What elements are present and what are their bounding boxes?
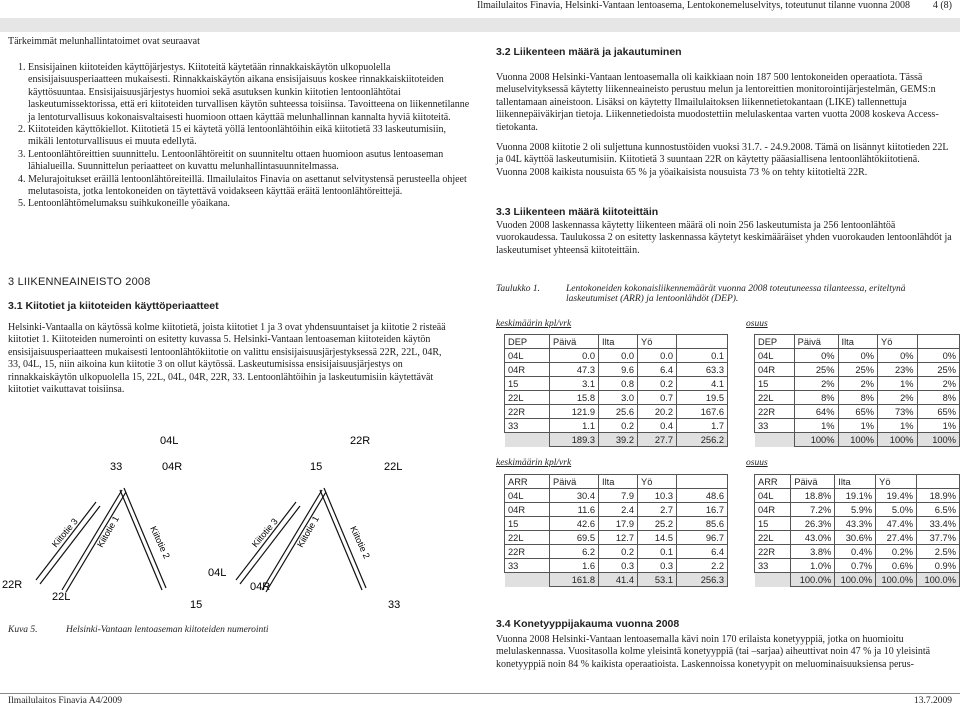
table-row — [755, 489, 960, 503]
table-cell: 63.3 — [677, 363, 728, 377]
table-cell: 1% — [794, 419, 838, 433]
table-cell: 256.3 — [677, 573, 728, 587]
list-item: 3. Lentoonlähtöreittien suunnittelu. Lentoonlähtöreitit on suunniteltu ottaen huomioon asutus lentoaseman lähialueilla. Suunnittelun periaatteet on kuvattu melunhallintasuunnitelmassa. — [28, 149, 470, 174]
table-cell: ARR — [505, 475, 550, 489]
table-cell: 04L — [755, 489, 791, 503]
runway-name-label: Kiitotie 2 — [348, 524, 372, 561]
table-cell: 53.1 — [638, 573, 677, 587]
runway-end-label: 22R — [350, 435, 371, 447]
table-row — [755, 335, 960, 349]
footer-left: Ilmailulaitos Finavia A4/2009 — [8, 696, 122, 706]
table-cell: 33 — [505, 419, 550, 433]
table-cell: 47.3 — [550, 363, 599, 377]
table-row — [755, 531, 960, 545]
runway-end-label: 04R — [250, 581, 271, 593]
table-cell: 22R — [755, 405, 795, 419]
table-row — [755, 433, 960, 447]
table-cell: 23% — [878, 363, 918, 377]
table-cell: 9.6 — [599, 363, 638, 377]
table-row — [755, 559, 960, 573]
table-cell: 1% — [838, 419, 878, 433]
table-cell: 22L — [755, 391, 795, 405]
table-cell: 161.8 — [550, 573, 599, 587]
table-row — [505, 433, 728, 447]
table-cell: 17.9 — [599, 517, 638, 531]
table-cell: 25% — [838, 363, 878, 377]
section-3-heading: 3 LIIKENNEAINEISTO 2008 — [8, 276, 151, 288]
table-cell: 100.0% — [791, 573, 835, 587]
table-cell: 41.4 — [599, 573, 638, 587]
list-item: 1. Ensisijainen kiitoteiden käyttöjärjestys. Kiitoteitä käytetään rinnakkaiskäytön ulkopuolella ensisijaisuusperiaatteen mukaisesti. Rinnakkaiskäytön aikana ensisijaisuus koskee rinnakkaiskiitoteiden käyttösuuntaa. Ensisijaisuusjärjestys huomioi sekä asutuksen kunkin kiitotien lentoonlähtötai laskeutumissektorissa, että eri kiitoteiden turvallisen käytön suhteessa toisiinsa. Tavoitteena on liikennetilanne ja lentoturvallisuus kokonaisvaltaisesti huomioon ottaen käyttää melunhallinnan kannalta hyviä kiitoteitä. — [28, 62, 470, 124]
table-row — [505, 363, 728, 377]
table-cell: 0% — [917, 349, 959, 363]
table-cell: 15 — [755, 517, 791, 531]
dep-percent-table — [754, 334, 960, 447]
table-cell: 22R — [505, 545, 550, 559]
table-row — [755, 517, 960, 531]
table-cell — [755, 433, 795, 447]
table-cell: 2% — [794, 377, 838, 391]
table-cell: 0.9% — [917, 559, 960, 573]
table-cell: 0.8 — [599, 377, 638, 391]
table-cell: 22R — [505, 405, 550, 419]
table-cell: Ilta — [599, 335, 638, 349]
table-cell: 0% — [838, 349, 878, 363]
table-cell: 04R — [755, 363, 795, 377]
table-cell: 18.9% — [917, 489, 960, 503]
header-band — [0, 18, 960, 32]
table-cell: 22R — [755, 545, 791, 559]
figure-caption-label: Kuva 5. — [8, 625, 38, 635]
table-row — [505, 503, 728, 517]
table-cell: 2.7 — [638, 503, 677, 517]
table-cell: 04L — [505, 489, 550, 503]
table-cell: 2% — [878, 391, 918, 405]
runway-line — [236, 502, 296, 580]
table-row — [755, 405, 960, 419]
table-cell: Yö — [878, 335, 918, 349]
table-row — [505, 349, 728, 363]
section-3-3-heading: 3.3 Liikenteen määrä kiitoteittäin — [496, 206, 659, 218]
table-row — [755, 349, 960, 363]
runway-end-label: 15 — [190, 599, 203, 611]
table-cell: 1% — [878, 377, 918, 391]
table-cell: 100% — [917, 433, 959, 447]
table-cell: 96.7 — [677, 531, 728, 545]
table-cell — [917, 335, 959, 349]
table-cell: 15 — [505, 377, 550, 391]
table-row — [505, 391, 728, 405]
table-cell: 0.7% — [835, 559, 876, 573]
table-cell: 1.0% — [791, 559, 835, 573]
table-row — [755, 503, 960, 517]
list-item: 4. Melurajoitukset eräillä lentoonlähtöreiteillä. Ilmailulaitos Finavia on asettanut selvitystensä perusteella ohjeet melutasoista, jotka lentokoneiden on täytettävä voidakseen käyttää eräitä lentoonlähtöreittejä. — [28, 174, 470, 199]
runway-end-label: 33 — [110, 461, 123, 473]
table-cell: 10.3 — [638, 489, 677, 503]
table-cell: 1.1 — [550, 419, 599, 433]
runway-name-label: Kiitotie 1 — [95, 514, 121, 549]
table-cell: 8% — [838, 391, 878, 405]
table-cell: 100.0% — [876, 573, 917, 587]
runway-diagram — [0, 430, 470, 625]
table-cell: Ilta — [835, 475, 876, 489]
table-label: keskimäärin kpl/vrk — [496, 458, 572, 468]
table-cell: 0.2 — [638, 377, 677, 391]
table-cell: 6.2 — [550, 545, 599, 559]
runway-end-label: 22R — [2, 579, 23, 591]
table-label: osuus — [746, 458, 768, 468]
table-row — [505, 489, 728, 503]
table-cell: 30.4 — [550, 489, 599, 503]
table-cell — [677, 475, 728, 489]
table-cell: Päivä — [550, 475, 599, 489]
table-cell: 0.0 — [550, 349, 599, 363]
table-cell: 39.2 — [599, 433, 638, 447]
table-caption-text: Lentokoneiden kokonaisliikennemäärät vuonna 2008 toteutuneessa tilanteessa, eriteltynä laskeutumiset (ARR) ja lentoonlähdöt (DEP). — [566, 284, 906, 304]
table-row — [505, 405, 728, 419]
table-cell: 0.2 — [599, 419, 638, 433]
table-cell: 100% — [794, 433, 838, 447]
table-cell: 04R — [505, 503, 550, 517]
table-cell: 33.4% — [917, 517, 960, 531]
table-cell: Ilta — [599, 475, 638, 489]
table-cell: 27.7 — [638, 433, 677, 447]
table-cell: 0.0 — [638, 349, 677, 363]
table-row — [755, 573, 960, 587]
table-cell: 18.8% — [791, 489, 835, 503]
table-row — [505, 475, 728, 489]
table-cell: 0.4% — [835, 545, 876, 559]
footer-rule — [0, 693, 960, 694]
table-row — [505, 335, 728, 349]
table-cell: 5.0% — [876, 503, 917, 517]
table-cell: 100.0% — [917, 573, 960, 587]
section-3-2-heading: 3.2 Liikenteen määrä ja jakautuminen — [496, 46, 682, 58]
runway-end-label: 04L — [160, 435, 179, 447]
table-cell: Päivä — [791, 475, 835, 489]
table-cell: 189.3 — [550, 433, 599, 447]
table-cell: 0.1 — [677, 349, 728, 363]
table-cell: 1.6 — [550, 559, 599, 573]
table-row — [505, 545, 728, 559]
table-cell: 04L — [755, 349, 795, 363]
table-cell: DEP — [755, 335, 795, 349]
runway-end-label: 22L — [52, 591, 71, 603]
runway-name-label: Kiitotie 1 — [295, 514, 321, 549]
table-cell: 7.9 — [599, 489, 638, 503]
table-cell: 167.6 — [677, 405, 728, 419]
table-cell: 15 — [505, 517, 550, 531]
table-cell: 100% — [838, 433, 878, 447]
table-cell: 2.4 — [599, 503, 638, 517]
table-cell — [505, 433, 550, 447]
table-cell: 5.9% — [835, 503, 876, 517]
table-cell: 0.7 — [638, 391, 677, 405]
table-cell: 1.7 — [677, 419, 728, 433]
table-cell: 04L — [505, 349, 550, 363]
table-row — [755, 419, 960, 433]
table-cell: 64% — [794, 405, 838, 419]
table-cell: 30.6% — [835, 531, 876, 545]
table-cell: 0.2% — [876, 545, 917, 559]
table-cell: Ilta — [838, 335, 878, 349]
table-row — [755, 545, 960, 559]
table-cell: Yö — [638, 335, 677, 349]
table-cell: 100% — [878, 433, 918, 447]
table-cell: 3.8% — [791, 545, 835, 559]
table-cell: 43.0% — [791, 531, 835, 545]
table-cell: 8% — [794, 391, 838, 405]
table-cell: 100.0% — [835, 573, 876, 587]
table-cell: 65% — [917, 405, 959, 419]
runway-end-label: 04L — [208, 567, 227, 579]
table-cell: 0.2 — [599, 545, 638, 559]
page-header-title: Ilmailulaitos Finavia, Helsinki-Vantaan lentoasema, Lentokonemeluselvitys, toteutunut tilanne vuonna 2008 — [477, 0, 910, 11]
table-cell: 47.4% — [876, 517, 917, 531]
runway-name-label: Kiitotie 3 — [49, 516, 80, 550]
section-3-3-text: Vuoden 2008 laskennassa käytetty liikenteen määrä oli noin 256 laskeutumista ja 256 lentoonlähtöä vuorokaudessa. Taulukossa 2 on esitetty laskennassa käytetyt keskimääräiset yhden vuorokauden lentoonlähdöt ja laskeutumiset yhteensä kiitoteittäin. — [496, 220, 952, 256]
runway-line — [262, 490, 322, 590]
table-cell: 15.8 — [550, 391, 599, 405]
table-row — [505, 377, 728, 391]
table-row — [505, 531, 728, 545]
table-caption-label: Taulukko 1. — [496, 284, 540, 294]
runway-end-label: 33 — [388, 599, 401, 611]
table-cell: 0.6% — [876, 559, 917, 573]
dep-count-table — [504, 334, 728, 447]
table-cell: DEP — [505, 335, 550, 349]
runway-end-label: 15 — [310, 461, 323, 473]
table-cell: 26.3% — [791, 517, 835, 531]
table-row — [755, 363, 960, 377]
table-cell: 3.0 — [599, 391, 638, 405]
table-row — [755, 475, 960, 489]
table-cell: 121.9 — [550, 405, 599, 419]
table-cell: 2% — [838, 377, 878, 391]
section-3-2-para-1: Vuonna 2008 Helsinki-Vantaan lentoasemalla oli kaikkiaan noin 187 500 lentokoneiden operaatiota. Tässä meluselvityksessä käytetty liikenneaineisto perustuu melun ja lentoreittien monitorointijärjestelmän, GEMS:n tallentamaan aineistoon. Lisäksi on käytetty Ilmailulaitoksen liikennetietokantaan (LIKE) tallennettuja liikennepäiväkirjan tietoja. Liikennetiedoista muodostettiin melulaskentaa varten vuotta 2008 koskeva Access-tietokanta. — [496, 72, 939, 133]
table-cell: 22L — [505, 531, 550, 545]
table-cell: 25.2 — [638, 517, 677, 531]
table-cell: ARR — [755, 475, 791, 489]
table-cell: 16.7 — [677, 503, 728, 517]
table-cell: 48.6 — [677, 489, 728, 503]
table-label: keskimäärin kpl/vrk — [496, 319, 572, 329]
table-cell: 14.5 — [638, 531, 677, 545]
table-cell: 43.3% — [835, 517, 876, 531]
table-cell: 256.2 — [677, 433, 728, 447]
table-cell: 1% — [878, 419, 918, 433]
table-cell: 42.6 — [550, 517, 599, 531]
section-3-4-heading: 3.4 Konetyyppijakauma vuonna 2008 — [496, 618, 680, 630]
table-cell: 1% — [917, 419, 959, 433]
list-item: 2. Kiitoteiden käyttökiellot. Kiitotietä 15 ei käytetä yöllä lentoonlähtöihin eikä kiitotietä 33 laskeutumisiin, mikäli lentoturvallisuus ei muuta edellytä. — [28, 124, 470, 149]
table-label: osuus — [746, 319, 768, 329]
runway-line — [62, 490, 122, 590]
table-cell: 27.4% — [876, 531, 917, 545]
table-cell: 22L — [505, 391, 550, 405]
measures-list — [14, 62, 470, 211]
table-cell: 0% — [794, 349, 838, 363]
arr-count-table — [504, 474, 728, 587]
section-3-4-text: Vuonna 2008 Helsinki-Vantaan lentoasemalla kävi noin 170 erilaista konetyyppiä, jotka on huomioitu melulaskennassa. Vuositasolla kolme yleisintä konetyyppiä (tai –sarjaa) aiheuttivat noin 47 % ja 10 yleisintä konetyyppiä noin 84 % kaikista operaatioista. Laskennoissa konetyypit on meluominaisuuksiensa perus- — [496, 634, 931, 670]
section-3-1-text: Helsinki-Vantaalla on käytössä kolme kiitotietä, joista kiitotiet 1 ja 3 ovat yhdensuuntaiset ja kiitotie 2 risteää kiitotiet 1. Kiitoteiden numerointi on esitetty kuvassa 5. Helsinki-Vantaan lentoaseman kiitoteiden käytön ensisijaisuusperiaatteen mukaisesti lentoonlähtökiitotie on valittu ensisijaisuusjärjestyksessä 22R, 22L, 04R, 33, 04L, 15, niin aikoina kun kiitotie 3 on ollut käytössä. Laskeutumisissa ensisijaisuusjärjestys on rinnakkaiskäytön ulkopuolella 15, 22L, 04L, 04R, 22R, 33. Lentoonlähtöihin ja laskeutumisiin käytettävät kiitotiet vaikuttavat toisiinsa. — [8, 322, 446, 396]
table-row — [505, 573, 728, 587]
table-cell — [677, 335, 728, 349]
runway-end-label: 22L — [384, 461, 403, 473]
table-cell: 33 — [755, 419, 795, 433]
table-cell: 04R — [755, 503, 791, 517]
table-cell: 04R — [505, 363, 550, 377]
table-cell: 25.6 — [599, 405, 638, 419]
figure-caption-text: Helsinki-Vantaan lentoaseman kiitoteiden numerointi — [66, 625, 269, 635]
table-cell: 2% — [917, 377, 959, 391]
table-cell: Päivä — [550, 335, 599, 349]
table-cell: 11.6 — [550, 503, 599, 517]
table-cell: 3.1 — [550, 377, 599, 391]
section-3-2-para-2: Vuonna 2008 kiitotie 2 oli suljettuna kunnostustöiden vuoksi 31.7. - 24.9.2008. Tämä on lisännyt kiitotieden 22L ja 04L käyttöä laskeutumisiin. Kiitotietä 3 suuntaan 22R on käytetty pääasiallisena lentoonlähtökiitotienä. Vuonna 2008 kaikista nousuista 65 % ja yöaikaisista nousuista 73 % on tehty kiitotieltä 22R. — [496, 142, 949, 178]
table-cell: 15 — [755, 377, 795, 391]
list-item: 5. Lentoonlähtömelumaksu suihkukoneille yöaikana. — [28, 198, 470, 210]
table-cell: 25% — [794, 363, 838, 377]
footer-date: 13.7.2009 — [914, 696, 952, 706]
table-cell: 4.1 — [677, 377, 728, 391]
table-cell: 2.5% — [917, 545, 960, 559]
table-cell: Yö — [638, 475, 677, 489]
table-cell — [917, 475, 960, 489]
table-cell: 19.1% — [835, 489, 876, 503]
table-cell: 19.4% — [876, 489, 917, 503]
table-cell: 20.2 — [638, 405, 677, 419]
runway-name-label: Kiitotie 2 — [148, 524, 172, 561]
table-cell: 6.4 — [677, 545, 728, 559]
arr-percent-table — [754, 474, 960, 587]
table-cell — [505, 573, 550, 587]
table-cell: 22L — [755, 531, 791, 545]
table-cell: 69.5 — [550, 531, 599, 545]
table-cell: 33 — [505, 559, 550, 573]
runway-name-label: Kiitotie 3 — [249, 516, 280, 550]
table-cell: 0.0 — [599, 349, 638, 363]
table-cell: 19.5 — [677, 391, 728, 405]
table-cell: 65% — [838, 405, 878, 419]
table-cell: 7.2% — [791, 503, 835, 517]
table-row — [505, 559, 728, 573]
table-cell: 85.6 — [677, 517, 728, 531]
table-cell: 8% — [917, 391, 959, 405]
table-cell: Yö — [876, 475, 917, 489]
table-cell: 12.7 — [599, 531, 638, 545]
table-cell: 0.4 — [638, 419, 677, 433]
table-cell: Päivä — [794, 335, 838, 349]
table-cell — [755, 573, 791, 587]
table-cell: 37.7% — [917, 531, 960, 545]
table-row — [505, 517, 728, 531]
table-cell: 0.1 — [638, 545, 677, 559]
page-number: 4 (8) — [932, 0, 952, 11]
runway-end-label: 04R — [162, 461, 183, 473]
table-cell: 0% — [878, 349, 918, 363]
table-cell: 73% — [878, 405, 918, 419]
table-cell: 6.4 — [638, 363, 677, 377]
intro-text: Tärkeimmät melunhallintatoimet ovat seuraavat — [8, 36, 200, 47]
section-3-1-heading: 3.1 Kiitotiet ja kiitoteiden käyttöperiaatteet — [8, 300, 219, 312]
table-row — [755, 391, 960, 405]
table-cell: 2.2 — [677, 559, 728, 573]
table-row — [755, 377, 960, 391]
table-cell: 0.3 — [638, 559, 677, 573]
table-cell: 33 — [755, 559, 791, 573]
table-cell: 25% — [917, 363, 959, 377]
table-cell: 0.3 — [599, 559, 638, 573]
table-row — [505, 419, 728, 433]
runway-line — [36, 502, 96, 580]
table-cell: 6.5% — [917, 503, 960, 517]
